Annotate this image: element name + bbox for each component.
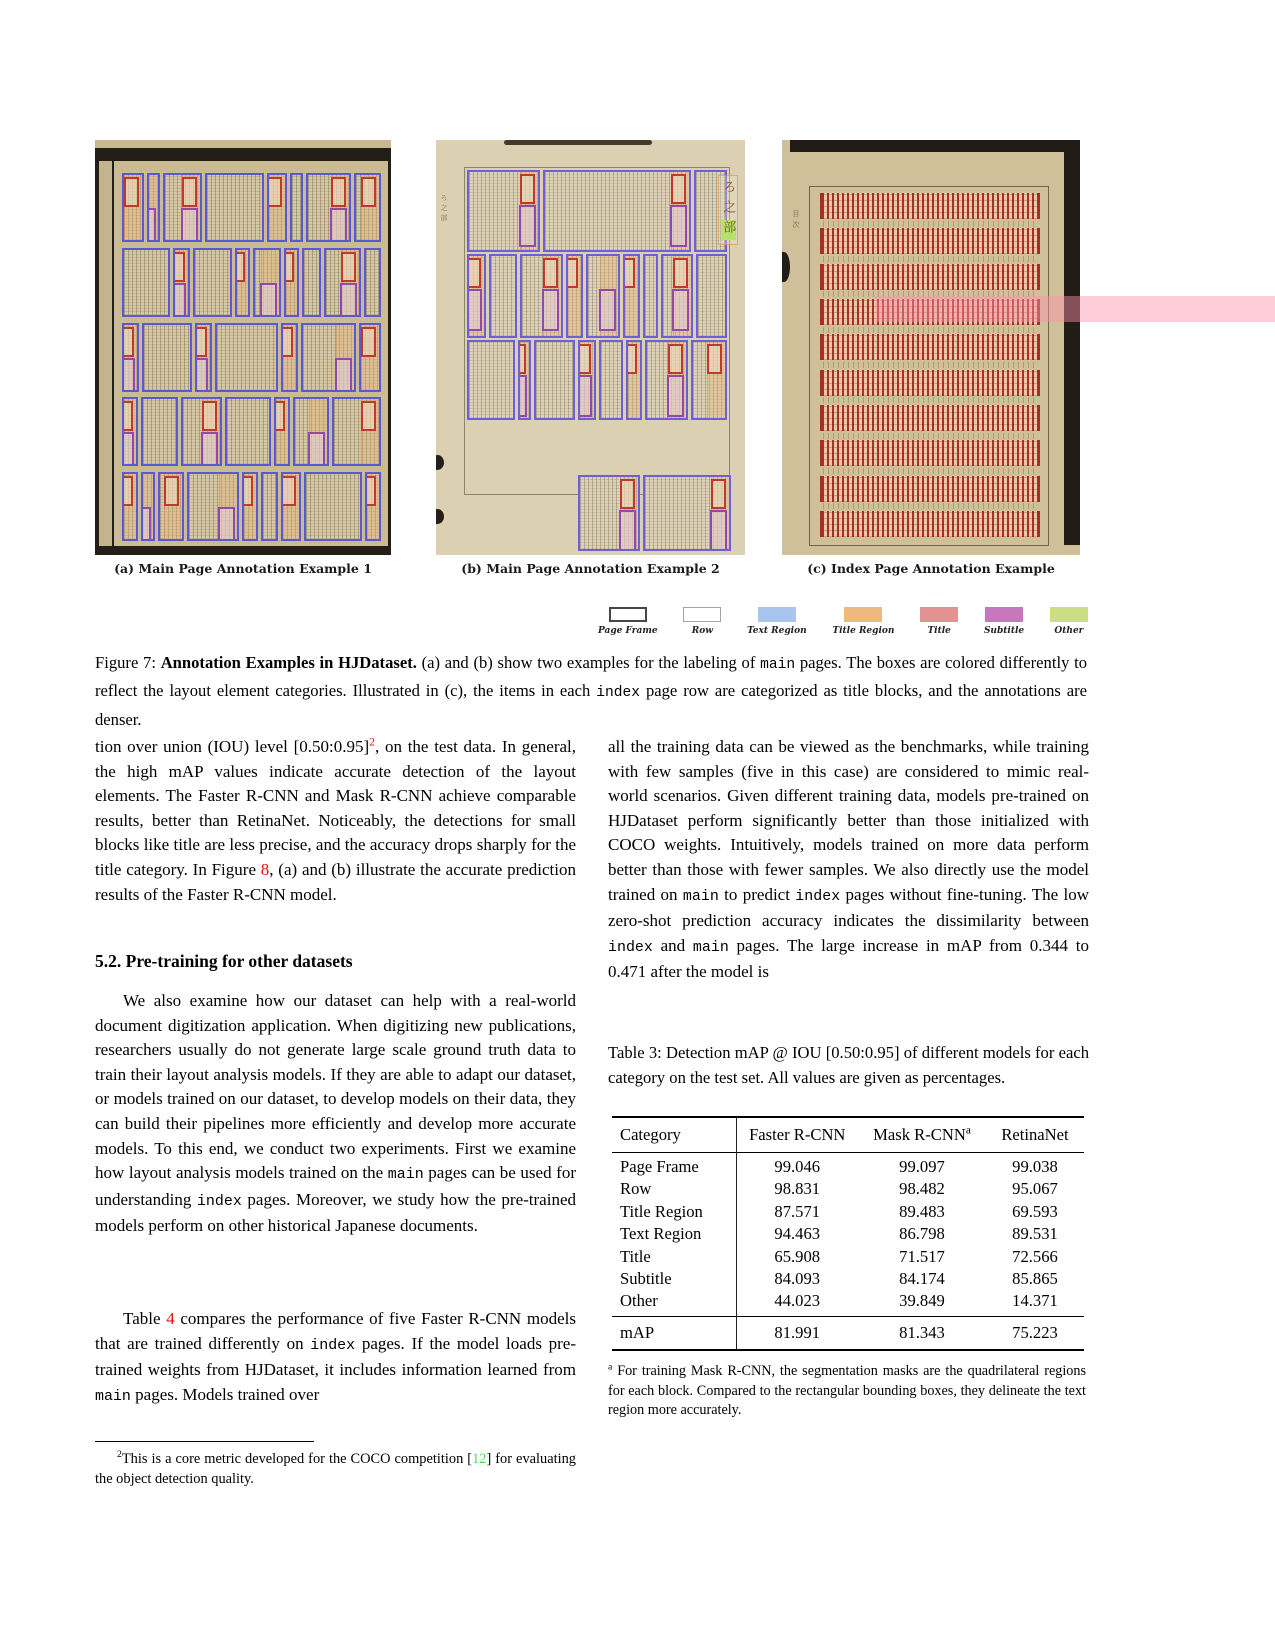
margin-label: ろ之部 bbox=[440, 193, 448, 224]
subcaption-c: (c) Index Page Annotation Example bbox=[807, 561, 1055, 576]
annotation-row bbox=[122, 173, 381, 242]
ref-link[interactable]: 2 bbox=[369, 735, 375, 749]
table3-value-cell: 89.531 bbox=[1012, 1224, 1058, 1244]
title-annotation-box bbox=[122, 327, 134, 357]
text-segment: pages. The boxes are colored differently to reflect the layout element categories. Illustrated in (c), the items in each bbox=[95, 653, 1087, 701]
title-annotation-box bbox=[122, 401, 133, 431]
annotation-text-block bbox=[158, 472, 184, 541]
figure-b-main-page-annotation-image bbox=[436, 140, 745, 555]
text-segment: We also examine how our dataset can help with a real-world document digitization application. When digitizing new publications, researchers usually do not generate large scale ground truth data to train their layout analysis models. If they are able to adapt our dataset, or models trained on our dataset, to develop models on their data, they can build their pipelines more efficiently and develop more accurate models. To this end, we conduct two experiments. First we examine how layout analysis models trained on the bbox=[95, 991, 576, 1183]
legend-swatch-title-region bbox=[844, 607, 882, 622]
text-segment: For training Mask R-CNN, the segmentation masks are the quadrilateral regions for each block. Compared to the rectangular bounding boxes, they delineate the text region more accurately. bbox=[608, 1363, 1086, 1419]
title-annotation-box bbox=[711, 479, 726, 509]
table-row bbox=[612, 1246, 1084, 1268]
table3-map-row bbox=[612, 1316, 1084, 1350]
title-annotation-box bbox=[124, 177, 139, 207]
index-row-separator bbox=[823, 256, 1037, 262]
right-paragraph-1 bbox=[608, 735, 1089, 985]
table3-value-cell: 98.831 bbox=[774, 1179, 821, 1199]
annotation-text-block bbox=[163, 173, 201, 242]
table3-value-cell: 14.371 bbox=[1012, 1291, 1058, 1311]
table3-category-cell: Page Frame bbox=[612, 1153, 736, 1179]
subtitle-annotation-box bbox=[308, 432, 325, 466]
title-annotation-box bbox=[365, 476, 376, 506]
text-segment: index bbox=[795, 888, 841, 905]
binding-hole bbox=[436, 455, 444, 470]
annotation-grid bbox=[122, 173, 381, 541]
ref-link[interactable]: 4 bbox=[166, 1309, 175, 1328]
subtitle-annotation-box bbox=[619, 510, 636, 551]
text-segment: (a) and (b) show two examples for the labeling of bbox=[416, 653, 761, 672]
left-paragraph-2 bbox=[95, 989, 576, 1239]
text-segment: index bbox=[310, 1337, 356, 1354]
legend-item bbox=[683, 607, 721, 636]
table3-value-cell: 39.849 bbox=[899, 1291, 945, 1311]
table3-header bbox=[858, 1117, 986, 1153]
scan-shadow bbox=[504, 140, 652, 145]
text-segment: This is a core metric developed for the COCO competition [ bbox=[121, 1451, 473, 1467]
text-segment: RetinaNet bbox=[1001, 1125, 1069, 1144]
table-row bbox=[612, 1153, 1084, 1179]
subcaption-b: (b) Main Page Annotation Example 2 bbox=[461, 561, 720, 576]
table3-header bbox=[612, 1117, 736, 1153]
annotation-text-block bbox=[195, 323, 212, 392]
annotation-text-block bbox=[696, 254, 726, 338]
title-annotation-box bbox=[673, 258, 688, 288]
subtitle-annotation-box bbox=[181, 208, 198, 242]
table3-value-cell: 84.093 bbox=[774, 1269, 821, 1289]
text-segment: pages. If the model loads pre-trained weights from HJDataset, it includes information learned from bbox=[95, 1333, 576, 1380]
table3-value-cell: 84.174 bbox=[899, 1269, 945, 1289]
annotation-text-block bbox=[467, 254, 486, 338]
scan-paper-edge bbox=[95, 140, 391, 148]
text-segment: to predict bbox=[718, 884, 796, 904]
annotation-text-block bbox=[354, 173, 381, 242]
table3-value-cell: 99.046 bbox=[774, 1157, 821, 1176]
table-row bbox=[612, 1201, 1084, 1223]
index-row-title-blocks bbox=[820, 370, 1040, 396]
subtitle-annotation-box bbox=[710, 510, 727, 551]
annotation-text-block bbox=[142, 323, 192, 392]
annotation-text-block bbox=[359, 323, 381, 392]
index-row-separator bbox=[823, 362, 1037, 368]
index-row-title-blocks bbox=[820, 511, 1040, 537]
annotation-text-block bbox=[122, 397, 138, 466]
title-annotation-box bbox=[361, 401, 376, 431]
index-row-title-blocks bbox=[820, 334, 1040, 360]
annotation-text-block bbox=[467, 170, 540, 252]
annotation-text-block bbox=[261, 472, 277, 541]
annotation-text-block bbox=[187, 472, 240, 541]
legend-item bbox=[747, 607, 807, 636]
index-row-separator bbox=[823, 397, 1037, 403]
subtitle-annotation-box bbox=[542, 289, 559, 331]
title-annotation-box bbox=[671, 174, 686, 204]
text-segment: ろ bbox=[721, 180, 737, 201]
annotation-text-block bbox=[301, 323, 356, 392]
annotation-text-block bbox=[645, 340, 688, 420]
figure7-caption bbox=[95, 650, 1087, 732]
title-annotation-box bbox=[626, 344, 637, 374]
annotation-text-block bbox=[281, 323, 298, 392]
title-annotation-box bbox=[202, 401, 217, 431]
subtitle-annotation-box bbox=[330, 208, 347, 242]
table3-header bbox=[986, 1117, 1084, 1153]
table3-value-cell: 98.482 bbox=[899, 1179, 945, 1199]
section-heading-5-2: 5.2. Pre-training for other datasets bbox=[95, 951, 353, 971]
title-annotation-box bbox=[331, 177, 346, 207]
subtitle-annotation-box bbox=[518, 375, 528, 417]
ref-link[interactable]: 12 bbox=[472, 1451, 487, 1467]
book-edge-right bbox=[1064, 140, 1080, 545]
annotation-text-block bbox=[181, 397, 222, 466]
annotation-text-block bbox=[661, 254, 693, 338]
title-annotation-box bbox=[164, 476, 179, 506]
legend-item bbox=[920, 607, 958, 636]
text-segment: a bbox=[608, 1361, 613, 1373]
ref-link[interactable]: 8 bbox=[260, 859, 270, 879]
legend-label: Title bbox=[927, 626, 951, 636]
table-row bbox=[612, 1178, 1084, 1200]
annotation-text-block bbox=[122, 173, 144, 242]
subtitle-annotation-box bbox=[467, 289, 482, 331]
table3-category-cell: Text Region bbox=[612, 1223, 736, 1245]
section-label-vertical bbox=[718, 175, 738, 245]
subtitle-annotation-box bbox=[173, 283, 186, 317]
table3-value-cell: 99.038 bbox=[1012, 1157, 1058, 1176]
table3-value-cell: 75.223 bbox=[1012, 1322, 1058, 1342]
index-row-title-blocks bbox=[820, 264, 1040, 290]
left-paragraph-3 bbox=[95, 1307, 576, 1409]
legend-swatch-title bbox=[920, 607, 958, 622]
index-row-title-blocks bbox=[820, 405, 1040, 431]
table3-value-cell: 99.097 bbox=[899, 1157, 945, 1176]
legend-item bbox=[598, 607, 658, 636]
index-row-title-blocks bbox=[820, 228, 1040, 254]
title-annotation-box bbox=[578, 344, 592, 374]
title-annotation-box bbox=[361, 177, 376, 207]
table3-category-cell: mAP bbox=[612, 1316, 736, 1350]
title-annotation-box bbox=[182, 177, 197, 207]
text-segment: index bbox=[196, 1193, 242, 1210]
annotation-text-block bbox=[293, 397, 329, 466]
annotation-row bbox=[467, 254, 727, 338]
text-segment: index bbox=[608, 939, 653, 956]
subtitle-annotation-box bbox=[519, 205, 536, 247]
subtitle-annotation-box bbox=[335, 358, 352, 392]
title-annotation-box bbox=[341, 252, 356, 282]
annotation-text-block bbox=[304, 472, 361, 541]
figure-c-index-page-annotation-image bbox=[782, 140, 1080, 555]
subtitle-annotation-box bbox=[667, 375, 684, 417]
title-annotation-box bbox=[668, 344, 683, 374]
binding-hole bbox=[436, 509, 444, 524]
annotation-text-block bbox=[586, 254, 620, 338]
text-segment: , (a) and (b) illustrate the accurate prediction results of the Faster R-CNN model. bbox=[95, 859, 576, 904]
title-annotation-box bbox=[520, 174, 535, 204]
text-segment: pages without fine-tuning. The low zero-shot prediction accuracy indicates the dissimilarity between bbox=[608, 884, 1090, 931]
annotation-text-block bbox=[147, 173, 160, 242]
text-segment: all the training data can be viewed as the benchmarks, while training with few samples (five in this case) are considered to mimic real-world scenarios. Given different training data, models pre-trained on HJDataset perform significantly better than those initialized with COCO weights. Intuitively, models trained on more data perform better than those with fewer samples. We also directly use the model trained on bbox=[608, 737, 1089, 904]
text-segment: main bbox=[682, 888, 719, 905]
index-row-separator bbox=[823, 468, 1037, 474]
text-segment: Category bbox=[620, 1125, 681, 1144]
subtitle-annotation-box bbox=[141, 507, 151, 541]
table3-category-cell: Other bbox=[612, 1290, 736, 1316]
annotation-row bbox=[578, 475, 731, 551]
text-segment: Mask R-CNN bbox=[873, 1125, 966, 1144]
book-binding-edge bbox=[99, 161, 112, 546]
table3-header-row bbox=[612, 1117, 1084, 1153]
annotation-text-block bbox=[302, 248, 321, 317]
title-annotation-box bbox=[235, 252, 245, 282]
subtitle-annotation-box bbox=[599, 289, 616, 331]
legend-item bbox=[832, 607, 894, 636]
title-annotation-box bbox=[281, 327, 293, 357]
text-segment: 部 bbox=[721, 220, 737, 241]
annotation-row bbox=[122, 472, 381, 541]
index-row-title-blocks bbox=[820, 476, 1040, 502]
index-row-separator bbox=[823, 221, 1037, 227]
text-segment: 之 bbox=[721, 200, 737, 221]
annotation-text-block bbox=[253, 248, 281, 317]
subtitle-annotation-box bbox=[201, 432, 218, 466]
text-segment: ] for evaluating the object detection quality. bbox=[95, 1451, 576, 1488]
annotation-text-block bbox=[578, 340, 597, 420]
title-annotation-box bbox=[518, 344, 527, 374]
table3-value-cell: 72.566 bbox=[1012, 1246, 1058, 1266]
title-annotation-box bbox=[467, 258, 481, 288]
table3-value-cell: 95.067 bbox=[1012, 1179, 1058, 1199]
table3-value-cell: 65.908 bbox=[774, 1246, 821, 1266]
title-annotation-box bbox=[274, 401, 285, 431]
category-color-legend bbox=[598, 607, 1088, 636]
annotation-text-block bbox=[467, 340, 515, 420]
left-paragraph-1 bbox=[95, 735, 576, 907]
annotation-text-block bbox=[643, 254, 658, 338]
text-segment: main bbox=[760, 657, 796, 673]
title-annotation-box bbox=[173, 252, 185, 282]
table3-value-cell: 81.343 bbox=[899, 1322, 945, 1342]
text-segment: and bbox=[652, 935, 693, 955]
table3-category-cell: Row bbox=[612, 1178, 736, 1200]
page-frame-annotation bbox=[464, 167, 730, 495]
figure-a-main-page-annotation-image bbox=[95, 140, 391, 555]
annotation-text-block bbox=[364, 248, 381, 317]
annotation-text-block bbox=[267, 173, 287, 242]
legend-swatch-subtitle bbox=[985, 607, 1023, 622]
table3-value-cell: 69.593 bbox=[1012, 1201, 1058, 1221]
annotation-text-block bbox=[306, 173, 351, 242]
text-segment: Faster R-CNN bbox=[749, 1125, 846, 1144]
annotation-text-block bbox=[242, 472, 258, 541]
text-segment: a bbox=[965, 1124, 971, 1137]
index-row-title-blocks bbox=[820, 440, 1040, 466]
subtitle-annotation-box bbox=[260, 283, 277, 317]
pink-highlight-artifact bbox=[876, 296, 1275, 322]
annotation-text-block bbox=[332, 397, 381, 466]
annotation-text-block bbox=[173, 248, 190, 317]
table3-category-cell: Subtitle bbox=[612, 1268, 736, 1290]
index-row-separator bbox=[823, 327, 1037, 333]
text-segment: main bbox=[387, 1167, 424, 1184]
title-annotation-box bbox=[267, 177, 282, 207]
subtitle-annotation-box bbox=[672, 289, 689, 331]
table3-caption: Table 3: Detection mAP @ IOU [0.50:0.95] of different models for each category on the test set. All values are given as percentages. bbox=[608, 1043, 1089, 1088]
legend-swatch-row bbox=[683, 607, 721, 622]
title-annotation-box bbox=[623, 258, 635, 288]
table3-value-cell: 89.483 bbox=[899, 1201, 945, 1221]
table3-value-cell: 86.798 bbox=[899, 1224, 945, 1244]
legend-label: Page Frame bbox=[598, 626, 658, 636]
annotation-text-block bbox=[626, 340, 642, 420]
annotation-text-block bbox=[534, 340, 574, 420]
subtitle-annotation-box bbox=[122, 432, 134, 466]
text-segment: main bbox=[95, 1388, 131, 1405]
page-notch bbox=[782, 252, 790, 282]
text-segment: page row are categorized as title blocks, and the annotations are denser. bbox=[95, 681, 1088, 729]
annotation-text-block bbox=[324, 248, 361, 317]
title-annotation-box bbox=[281, 476, 296, 506]
legend-item bbox=[984, 607, 1024, 636]
page-frame-annotation bbox=[809, 186, 1049, 546]
text-segment: Annotation Examples in HJDataset. bbox=[160, 653, 417, 672]
table-row bbox=[612, 1290, 1084, 1316]
annotation-text-block bbox=[281, 472, 302, 541]
page-footnote bbox=[95, 1449, 576, 1489]
table3-value-cell: 94.463 bbox=[774, 1224, 821, 1244]
text-segment: pages. Moreover, we study how the pre-trained models perform on other historical Japanese documents. bbox=[95, 1189, 576, 1236]
text-segment: pages can be used for understanding bbox=[95, 1163, 576, 1209]
index-row-separator bbox=[823, 433, 1037, 439]
annotation-text-block bbox=[566, 254, 583, 338]
legend-label: Title Region bbox=[832, 626, 895, 636]
text-segment: pages. Models trained over bbox=[130, 1384, 320, 1404]
legend-swatch-other bbox=[1050, 607, 1088, 622]
index-row-title-blocks bbox=[820, 193, 1040, 219]
subtitle-annotation-box bbox=[578, 375, 593, 417]
title-annotation-box bbox=[361, 327, 376, 357]
annotation-text-block bbox=[623, 254, 640, 338]
annotation-text-block bbox=[489, 254, 517, 338]
annotation-text-block bbox=[205, 173, 264, 242]
annotation-row bbox=[122, 397, 381, 466]
annotation-row bbox=[467, 340, 727, 420]
annotation-text-block bbox=[141, 472, 155, 541]
subtitle-annotation-box bbox=[340, 283, 357, 317]
index-row-separator bbox=[823, 503, 1037, 509]
subtitle-annotation-box bbox=[195, 358, 208, 392]
subcaption-a: (a) Main Page Annotation Example 1 bbox=[114, 561, 372, 576]
table-row bbox=[612, 1268, 1084, 1290]
footnote-rule bbox=[95, 1441, 314, 1442]
annotation-row bbox=[122, 323, 381, 392]
title-annotation-box bbox=[566, 258, 578, 288]
annotation-row bbox=[122, 248, 381, 317]
title-annotation-box bbox=[620, 479, 635, 509]
subtitle-annotation-box bbox=[122, 358, 135, 392]
text-segment: index bbox=[596, 685, 641, 702]
text-segment: compares the performance of five Faster R-CNN models that are trained differently on bbox=[95, 1309, 576, 1353]
text-segment: Table bbox=[123, 1309, 167, 1328]
annotation-text-block bbox=[643, 475, 731, 551]
annotation-text-block bbox=[193, 248, 232, 317]
legend-label: Subtitle bbox=[983, 626, 1025, 636]
annotation-text-block bbox=[225, 397, 271, 466]
annotation-text-block bbox=[520, 254, 563, 338]
title-annotation-box bbox=[284, 252, 294, 282]
margin-label: 目次 bbox=[792, 210, 800, 232]
table3-detection-map bbox=[612, 1116, 1084, 1351]
annotation-text-block bbox=[141, 397, 177, 466]
subtitle-annotation-box bbox=[218, 507, 235, 541]
table3-value-cell: 87.571 bbox=[774, 1201, 821, 1221]
annotation-text-block bbox=[599, 340, 622, 420]
annotation-text-block bbox=[122, 248, 170, 317]
annotation-text-block bbox=[691, 340, 727, 420]
annotation-text-block bbox=[235, 248, 250, 317]
subtitle-annotation-box bbox=[670, 205, 687, 247]
table3-header bbox=[736, 1117, 858, 1153]
annotation-text-block bbox=[578, 475, 640, 551]
text-segment: Figure 7: bbox=[95, 653, 161, 672]
annotation-text-block bbox=[290, 173, 303, 242]
annotation-text-block bbox=[543, 170, 691, 252]
annotation-text-block bbox=[365, 472, 381, 541]
annotation-text-block bbox=[122, 323, 139, 392]
table3-value-cell: 71.517 bbox=[899, 1246, 945, 1266]
text-segment: 2 bbox=[117, 1449, 122, 1461]
table3-value-cell: 44.023 bbox=[774, 1291, 821, 1311]
annotation-text-block bbox=[518, 340, 532, 420]
title-annotation-box bbox=[543, 258, 558, 288]
table3-category-cell: Title bbox=[612, 1246, 736, 1268]
title-annotation-box bbox=[707, 344, 722, 374]
legend-label: Other bbox=[1054, 626, 1084, 636]
subtitle-annotation-box bbox=[147, 208, 156, 242]
title-annotation-box bbox=[195, 327, 207, 357]
annotation-row bbox=[467, 170, 727, 252]
text-segment: main bbox=[692, 939, 729, 956]
title-annotation-box bbox=[242, 476, 253, 506]
text-segment: tion over union (IOU) level [0.50:0.95] bbox=[95, 737, 370, 756]
table3-value-cell: 81.991 bbox=[774, 1322, 821, 1342]
legend-swatch-text-region bbox=[758, 607, 796, 622]
legend-item bbox=[1050, 607, 1088, 636]
legend-swatch-page-frame bbox=[609, 607, 647, 622]
table3-value-cell: 85.865 bbox=[1012, 1269, 1058, 1289]
annotation-text-block bbox=[274, 397, 290, 466]
annotation-text-block bbox=[284, 248, 299, 317]
table-row bbox=[612, 1223, 1084, 1245]
text-segment: pages. The large increase in mAP from 0.344 to 0.471 after the model is bbox=[608, 935, 1089, 982]
title-annotation-box bbox=[122, 476, 133, 506]
legend-label: Text Region bbox=[747, 626, 807, 636]
text-segment: , on the test data. In general, the high mAP values indicate accurate detection of the layout elements. The Faster R-CNN and Mask R-CNN achieve comparable results, better than RetinaNet. Noticeably, the detections for small blocks like title are less precise, and the accuracy drops sharply for the title category. In Figure bbox=[95, 737, 577, 879]
book-edge-top bbox=[790, 140, 1080, 152]
table3-category-cell: Title Region bbox=[612, 1201, 736, 1223]
table3-footnote bbox=[608, 1362, 1086, 1421]
legend-label: Row bbox=[691, 626, 713, 636]
annotation-text-block bbox=[215, 323, 278, 392]
annotation-text-block bbox=[122, 472, 138, 541]
